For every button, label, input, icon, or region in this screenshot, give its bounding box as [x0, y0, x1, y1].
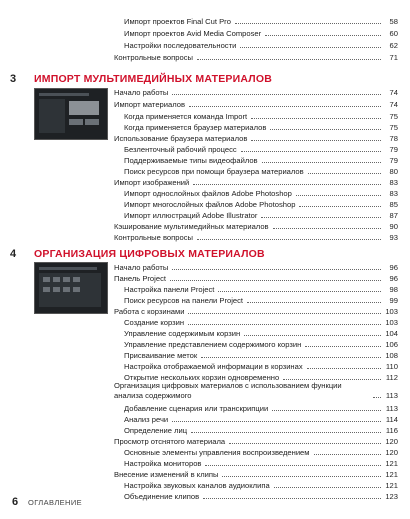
- toc-entry[interactable]: [114, 177, 398, 187]
- toc-entry-page: 71: [389, 52, 398, 62]
- toc-entry[interactable]: [114, 273, 398, 283]
- toc-entry-label: Настройки последовательности: [124, 40, 237, 50]
- chapter-4-heading[interactable]: [10, 245, 400, 263]
- dot-leader: [218, 290, 381, 292]
- toc-entry-page: 121: [385, 480, 398, 490]
- dot-leader: [235, 22, 381, 24]
- toc-entry-label: Поддерживаемые типы видеофайлов: [124, 155, 258, 165]
- toc-entry-label: Просмотр отснятого материала: [114, 436, 226, 446]
- toc-entry-page: 83: [389, 177, 398, 187]
- toc-entry[interactable]: [124, 425, 398, 435]
- dot-leader: [283, 378, 381, 380]
- toc-entry-label: Организация цифровых материалов с использованием функции анализа содержимого: [114, 381, 342, 400]
- toc-entry-page: 75: [389, 111, 398, 121]
- toc-entry[interactable]: [124, 361, 398, 371]
- toc-entry-page: 113: [385, 403, 398, 413]
- toc-entry[interactable]: [124, 40, 398, 50]
- toc-entry-label: Настройка мониторов: [124, 458, 202, 468]
- toc-entry-label: Когда применяется команда Import: [124, 111, 248, 121]
- dot-leader: [203, 497, 381, 499]
- toc-entry-page: 106: [385, 339, 398, 349]
- toc-entry[interactable]: [114, 221, 398, 231]
- toc-entry-page: 103: [385, 306, 398, 316]
- dot-leader: [272, 409, 381, 411]
- toc-entry-label: Контрольные вопросы: [114, 232, 193, 242]
- dot-leader: [191, 431, 381, 433]
- toc-entry-label: Кэширование мультимедийных материалов: [114, 221, 269, 231]
- chapter-number: 3: [10, 73, 17, 85]
- dot-leader: [189, 105, 381, 107]
- toc-entry-label: Настройка панели Project: [124, 284, 215, 294]
- chapter-title: ОРГАНИЗАЦИЯ ЦИФРОВЫХ МАТЕРИАЛОВ: [34, 248, 265, 260]
- dot-leader: [229, 442, 381, 444]
- toc-entry-label: Поиск ресурсов при помощи браузера материалов: [124, 166, 304, 176]
- dot-leader: [197, 238, 381, 240]
- toc-entry-label: Основные элементы управления воспроизведением: [124, 447, 310, 457]
- dot-leader: [261, 216, 381, 218]
- toc-entry-page: 79: [389, 144, 398, 154]
- toc-entry-label: Импорт проектов Avid Media Composer: [124, 28, 262, 38]
- toc-entry-label: Контрольные вопросы: [114, 52, 193, 62]
- toc-entry[interactable]: [114, 232, 398, 242]
- toc-entry-label: Открытие нескольких корзин одновременно: [124, 372, 280, 382]
- toc-entry-label: Внесение изменений в клипы: [114, 469, 219, 479]
- dot-leader: [270, 128, 381, 130]
- running-title: ОГЛАВЛЕНИЕ: [28, 498, 83, 507]
- toc-entry[interactable]: [124, 284, 398, 294]
- chapter-number: 4: [10, 248, 17, 260]
- toc-entry[interactable]: [124, 414, 398, 424]
- toc-entry-page: 79: [389, 155, 398, 165]
- toc-entry-label: Импорт проектов Final Cut Pro: [124, 16, 231, 26]
- dot-leader: [251, 117, 381, 119]
- toc-entry[interactable]: [114, 99, 398, 109]
- dot-leader: [222, 475, 381, 477]
- toc-entry-label: Импорт изображений: [114, 177, 190, 187]
- toc-entry-page: 58: [389, 16, 398, 26]
- toc-entry[interactable]: [124, 458, 398, 468]
- page-number: 6: [12, 496, 19, 508]
- toc-entry-page: 116: [385, 425, 398, 435]
- toc-entry[interactable]: [124, 339, 398, 349]
- toc-entry-label: Добавление сценария или транскрипции: [124, 403, 269, 413]
- toc-entry-label: Присваивание меток: [124, 350, 198, 360]
- toc-entry-page: 98: [389, 284, 398, 294]
- dot-leader: [274, 486, 381, 488]
- toc-entry-page: 74: [389, 99, 398, 109]
- dot-leader: [314, 453, 381, 455]
- toc-entry[interactable]: [124, 122, 398, 132]
- toc-entry[interactable]: [114, 133, 398, 143]
- toc-entry[interactable]: [124, 210, 398, 220]
- toc-entry-page: 110: [385, 361, 398, 371]
- toc-entry-label: Импорт иллюстраций Adobe Illustrator: [124, 210, 258, 220]
- dot-leader: [172, 268, 381, 270]
- toc-entry-page: 96: [389, 273, 398, 283]
- toc-entry-page: 113: [385, 391, 398, 400]
- toc-entry[interactable]: [124, 480, 398, 490]
- toc-entry-page: 121: [385, 458, 398, 468]
- toc-entry[interactable]: [124, 317, 398, 327]
- chapter-title: ИМПОРТ МУЛЬТИМЕДИЙНЫХ МАТЕРИАЛОВ: [34, 73, 273, 85]
- toc-entry-page: 83: [389, 188, 398, 198]
- chapter-3-heading[interactable]: [10, 70, 400, 88]
- toc-entry[interactable]: [114, 52, 398, 62]
- toc-entry-label: Когда применяется браузер материалов: [124, 122, 267, 132]
- toc-entry[interactable]: [124, 491, 398, 501]
- dot-leader: [299, 205, 381, 207]
- dot-leader: [305, 345, 381, 347]
- toc-entry-label: Импорт многослойных файлов Adobe Photoshop: [124, 199, 296, 209]
- dot-leader: [197, 58, 381, 60]
- dot-leader: [308, 172, 381, 174]
- toc-entry[interactable]: [124, 403, 398, 413]
- dot-leader: [193, 183, 381, 185]
- dot-leader: [172, 420, 381, 422]
- toc-entry[interactable]: [124, 166, 398, 176]
- toc-entry-page: 93: [389, 232, 398, 242]
- toc-entry-label: Анализ речи: [124, 414, 169, 424]
- dot-leader: [201, 356, 381, 358]
- toc-entry-label: Безленточный рабочий процесс: [124, 144, 237, 154]
- toc-entry[interactable]: [114, 87, 398, 97]
- toc-entry[interactable]: [114, 436, 398, 446]
- toc-entry-page: 108: [385, 350, 398, 360]
- dot-leader: [262, 161, 381, 163]
- toc-entry[interactable]: [124, 144, 398, 154]
- toc-entry-label: Начало работы: [114, 262, 169, 272]
- toc-entry-page: 80: [389, 166, 398, 176]
- toc-entry[interactable]: [124, 328, 398, 338]
- toc-entry[interactable]: [114, 306, 398, 316]
- toc-entry-label: Начало работы: [114, 87, 169, 97]
- toc-entry-page: 99: [389, 295, 398, 305]
- toc-entry-page: 78: [389, 133, 398, 143]
- dot-leader: [247, 301, 381, 303]
- toc-entry-label: Импорт однослойных файлов Adobe Photoshop: [124, 188, 292, 198]
- toc-entry-page: 103: [385, 317, 398, 327]
- dot-leader: [307, 367, 381, 369]
- toc-entry-label: Управление содержимым корзин: [124, 328, 241, 338]
- dot-leader: [172, 93, 381, 95]
- dot-leader: [205, 464, 381, 466]
- toc-entry-label: Управление представлением содержимого корзин: [124, 339, 302, 349]
- dot-leader: [251, 139, 381, 141]
- toc-entry[interactable]: [124, 188, 398, 198]
- dot-leader: [373, 396, 381, 398]
- toc-entry-page: 120: [385, 447, 398, 457]
- toc-entry-page: 112: [385, 372, 398, 382]
- toc-entry-label: Импорт материалов: [114, 99, 186, 109]
- chapter-4-thumbnail: [34, 262, 108, 314]
- toc-entry-page: 96: [389, 262, 398, 272]
- toc-entry[interactable]: [124, 199, 398, 209]
- dot-leader: [241, 150, 381, 152]
- toc-entry-page: 87: [389, 210, 398, 220]
- toc-entry-page: 114: [385, 414, 398, 424]
- dot-leader: [296, 194, 381, 196]
- toc-entry-page: 75: [389, 122, 398, 132]
- toc-entry-page: 90: [389, 221, 398, 231]
- dot-leader: [188, 323, 381, 325]
- toc-entry-label: Панель Project: [114, 273, 166, 283]
- toc-entry[interactable]: [124, 295, 398, 305]
- toc-entry-page: 123: [385, 491, 398, 501]
- toc-entry-label: Использование браузера материалов: [114, 133, 248, 143]
- toc-entry[interactable]: [124, 155, 398, 165]
- dot-leader: [188, 312, 381, 314]
- dot-leader: [170, 279, 381, 281]
- toc-entry[interactable]: [124, 16, 398, 26]
- toc-entry-label: Создание корзин: [124, 317, 185, 327]
- toc-entry-page: 62: [389, 40, 398, 50]
- toc-entry-label: Работа с корзинами: [114, 306, 185, 316]
- toc-entry[interactable]: [124, 111, 398, 121]
- toc-entry-label: Определение лиц: [124, 425, 188, 435]
- toc-entry-page: 60: [389, 28, 398, 38]
- dot-leader: [265, 34, 381, 36]
- toc-entry-label: Объединение клипов: [124, 491, 200, 501]
- toc-entry-label: Поиск ресурсов на панели Project: [124, 295, 244, 305]
- toc-entry-label: Настройка отображаемой информации в корзинах: [124, 361, 303, 371]
- toc-entry[interactable]: [124, 447, 398, 457]
- dot-leader: [240, 46, 381, 48]
- toc-entry-page: 104: [385, 328, 398, 338]
- toc-entry-page: 120: [385, 436, 398, 446]
- toc-entry[interactable]: [114, 469, 398, 479]
- toc-entry-page: 85: [389, 199, 398, 209]
- dot-leader: [273, 227, 381, 229]
- chapter-3-thumbnail: [34, 88, 108, 140]
- toc-entry[interactable]: [114, 262, 398, 272]
- toc-entry-page: 121: [385, 469, 398, 479]
- toc-entry-page: 74: [389, 87, 398, 97]
- toc-entry[interactable]: [124, 350, 398, 360]
- toc-entry[interactable]: [114, 381, 398, 400]
- toc-entry-label: Настройка звуковых каналов аудиоклипа: [124, 480, 270, 490]
- dot-leader: [244, 334, 381, 336]
- toc-entry[interactable]: [124, 28, 398, 38]
